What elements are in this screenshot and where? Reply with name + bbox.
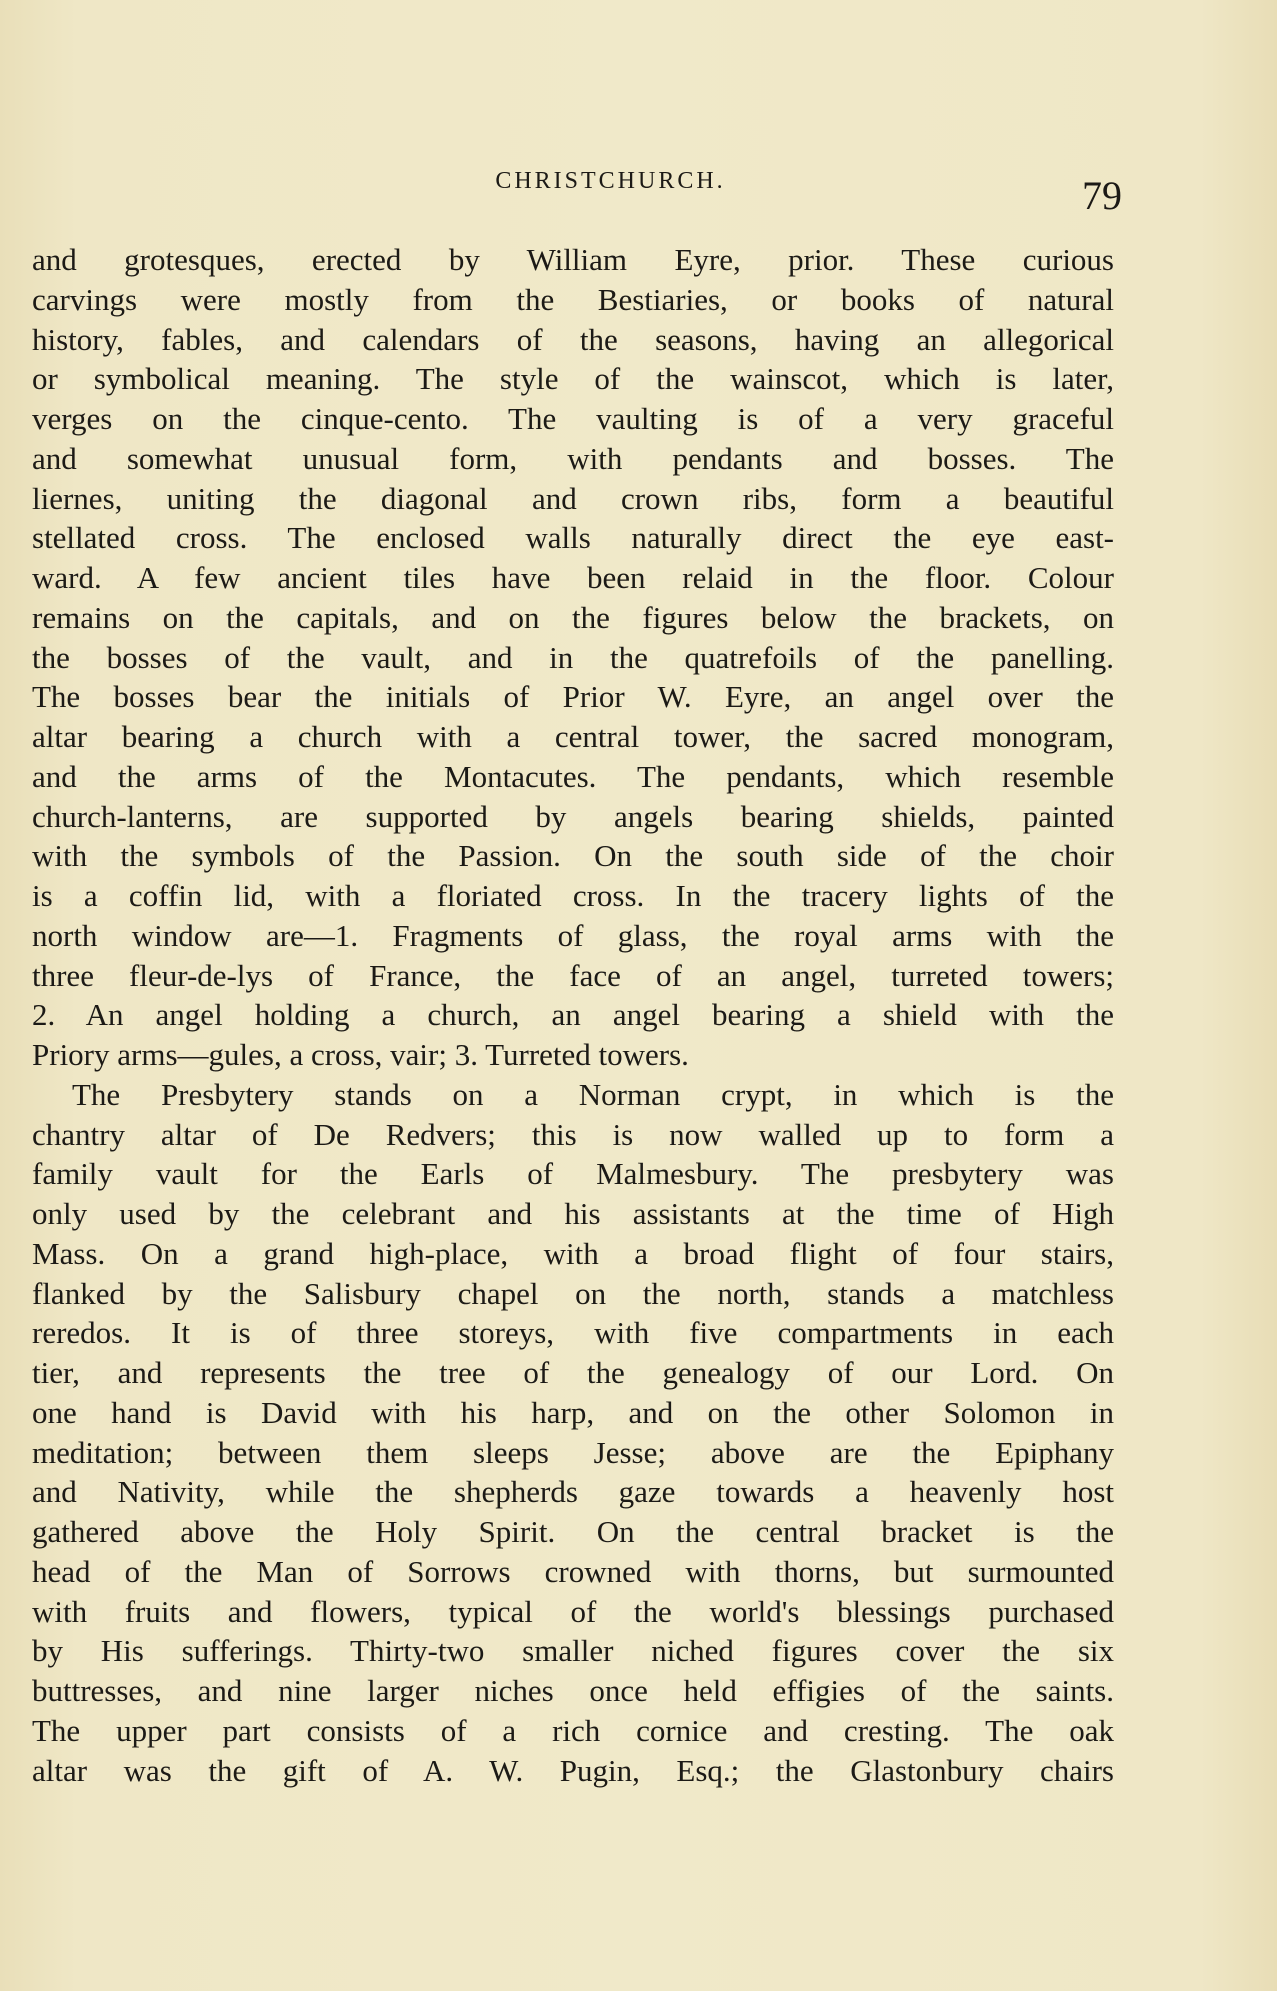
running-head: CHRISTCHURCH. [495, 168, 726, 194]
text-line: flanked by the Salisbury chapel on the north, stands a matchless [32, 1275, 1114, 1311]
text-line: and somewhat unusual form, with pendants and bosses. The [32, 440, 1114, 476]
text-line: liernes, uniting the diagonal and crown ribs, form a beautiful [32, 480, 1114, 516]
text-line: north window are—1. Fragments of glass, the royal arms with the [32, 917, 1114, 953]
text-line: only used by the celebrant and his assistants at the time of High [32, 1196, 1114, 1231]
text-line: and Nativity, while the shepherds gaze towards a heavenly host [32, 1474, 1114, 1510]
text-line: is a coffin lid, with a floriated cross. In the tracery lights of the [32, 878, 1114, 913]
text-line: reredos. It is of three storeys, with five compartments in each [32, 1315, 1114, 1351]
text-line: The upper part consists of a rich cornice and cresting. The oak [32, 1712, 1114, 1748]
text-line: Mass. On a grand high-place, with a broad flight of four stairs, [32, 1235, 1114, 1271]
text-line: by His sufferings. Thirty-two smaller niched figures cover the six [32, 1633, 1114, 1669]
text-line: tier, and represents the tree of the genealogy of our Lord. On [32, 1355, 1114, 1390]
text-line: the bosses of the vault, and in the quatrefoils of the panelling. [32, 639, 1114, 675]
text-line: The Presbytery stands on a Norman crypt, in which is the [72, 1076, 1114, 1112]
text-line: verges on the cinque-cento. The vaulting is of a very graceful [32, 401, 1114, 436]
body-text [32, 240, 1114, 1790]
text-line: history, fables, and calendars of the seasons, having an allegorical [32, 321, 1114, 357]
text-line: 2. An angel holding a church, an angel bearing a shield with the [32, 997, 1114, 1033]
text-line: three fleur-de-lys of France, the face of an angel, turreted towers; [32, 957, 1114, 993]
text-line: head of the Man of Sorrows crowned with thorns, but surmounted [32, 1553, 1114, 1589]
text-line: or symbolical meaning. The style of the wainscot, which is later, [32, 361, 1114, 397]
text-line: The bosses bear the initials of Prior W. Eyre, an angel over the [32, 679, 1114, 715]
text-line: Priory arms—gules, a cross, vair; 3. Turreted towers. [32, 1037, 689, 1072]
text-line: and the arms of the Montacutes. The pendants, which resemble [32, 758, 1114, 794]
text-line: buttresses, and nine larger niches once held effigies of the saints. [32, 1673, 1114, 1708]
text-line: remains on the capitals, and on the figures below the brackets, on [32, 599, 1114, 635]
text-line: one hand is David with his harp, and on the other Solomon in [32, 1394, 1114, 1430]
text-line: meditation; between them sleeps Jesse; above are the Epiphany [32, 1434, 1114, 1470]
text-line: stellated cross. The enclosed walls naturally direct the eye east- [32, 520, 1114, 556]
page-number: 79 [1082, 173, 1122, 218]
text-line: chantry altar of De Redvers; this is now walled up to form a [32, 1116, 1114, 1152]
text-line: with fruits and flowers, typical of the world's blessings purchased [32, 1593, 1114, 1629]
text-line: gathered above the Holy Spirit. On the central bracket is the [32, 1514, 1114, 1549]
text-line: and grotesques, erected by William Eyre, prior. These curious [32, 242, 1114, 277]
text-line: with the symbols of the Passion. On the south side of the choir [32, 838, 1114, 874]
text-line: carvings were mostly from the Bestiaries, or books of natural [32, 281, 1114, 317]
text-line: altar was the gift of A. W. Pugin, Esq.; the Glastonbury chairs [32, 1752, 1114, 1788]
text-line: church-lanterns, are supported by angels bearing shields, painted [32, 798, 1114, 834]
text-line: altar bearing a church with a central tower, the sacred monogram, [32, 719, 1114, 754]
text-line: family vault for the Earls of Malmesbury. The presbytery was [32, 1156, 1114, 1192]
text-line: ward. A few ancient tiles have been relaid in the floor. Colour [32, 560, 1114, 595]
